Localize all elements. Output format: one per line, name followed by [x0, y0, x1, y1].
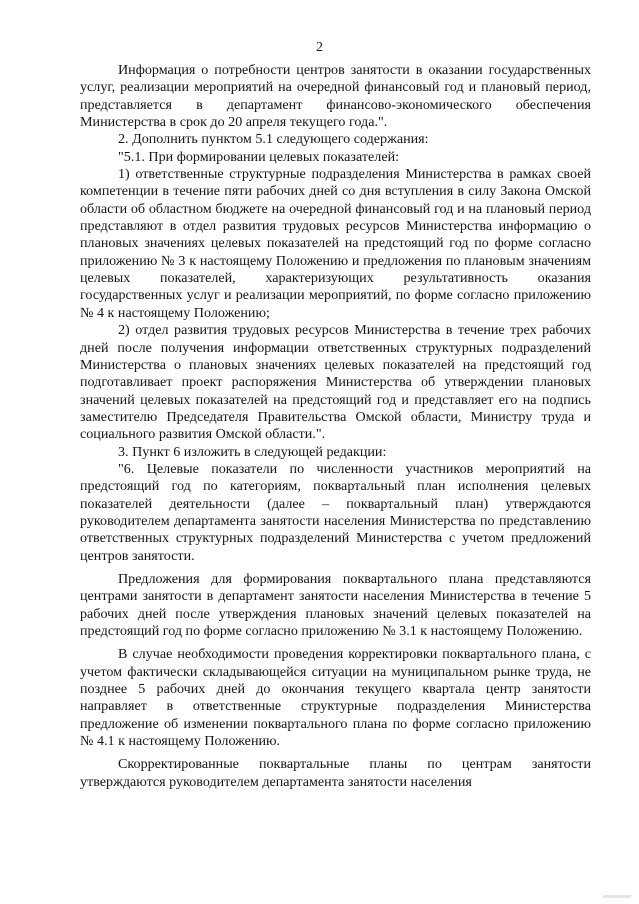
page-number: 2 [316, 40, 323, 55]
document-body [80, 62, 591, 791]
paragraph-clause-5-1-item-2: 2) отдел развития трудовых ресурсов Министерства в течение трех рабочих дней после получения информации ответственных структурных подразделений Министерства о плановых значениях целевых показателей на предстоящий год подготавливает проект распоряжения Министерства об утверждении плановых значений целевых показателей на предстоящий год и представляет его на подпись заместителю Председателя Правительства Омской области, Министру труда и социального развития Омской области.". [80, 322, 591, 443]
paragraph-clause-6: "6. Целевые показатели по численности участников мероприятий на предстоящий год по категориям, поквартальный план исполнения целевых показателей деятельности (далее – поквартальный план) утверждаются руководителем департамента занятости населения Министерства по представлению ответственных структурных подразделений Министерства с учетом предложений центров занятости. [80, 460, 591, 564]
paragraph-corrected-plans: Скорректированные поквартальные планы по центрам занятости утверждаются руководителем департамента занятости населения [80, 756, 591, 790]
paragraph-quarterly-correction: В случае необходимости проведения корректировки поквартального плана, с учетом фактически складывающейся ситуации на муниципальном рынке труда, не позднее 5 рабочих дней до окончания текущего квартала центр занятости направляет в ответственные структурные подразделения Министерства предложение об изменении поквартального плана по форме согласно приложению № 4.1 к настоящему Положению. [80, 646, 591, 750]
paragraph-clause-5-1-item-1: 1) ответственные структурные подразделения Министерства в рамках своей компетенции в течение пяти рабочих дней со дня вступления в силу Закона Омской области об областном бюджете на очередной финансовый год и на плановый период представляют в отдел развития трудовых ресурсов Министерства информацию о плановых значениях целевых показателей на предстоящий год по форме согласно приложению № 3 к настоящему Положению и предложения по плановым значениям целевых показателей, характеризующих результативность оказания государственных услуг и реализации мероприятий, по форме согласно приложению № 4 к настоящему Положению; [80, 166, 591, 321]
paragraph-amendment-2: 2. Дополнить пунктом 5.1 следующего содержания: [118, 131, 429, 148]
paragraph-amendment-3: 3. Пункт 6 изложить в следующей редакции: [118, 443, 387, 460]
paragraph-clause-5-1-heading: "5.1. При формировании целевых показателей: [118, 148, 400, 165]
paragraph-quarterly-proposals: Предложения для формирования поквартального плана представляются центрами занятости в департамент занятости населения Министерства в течение 5 рабочих дней после утверждения плановых значений целевых показателей на предстоящий год по форме согласно приложению № 3.1 к настоящему Положению. [80, 570, 591, 639]
paragraph-financial-info: Информация о потребности центров занятости в оказании государственных услуг, реализации мероприятий на очередной финансовый год и плановый период, представляется в департамент финансово-экономического обеспечения Министерства в срок до 20 апреля текущего года.". [80, 62, 591, 131]
scan-artifact [603, 895, 631, 898]
